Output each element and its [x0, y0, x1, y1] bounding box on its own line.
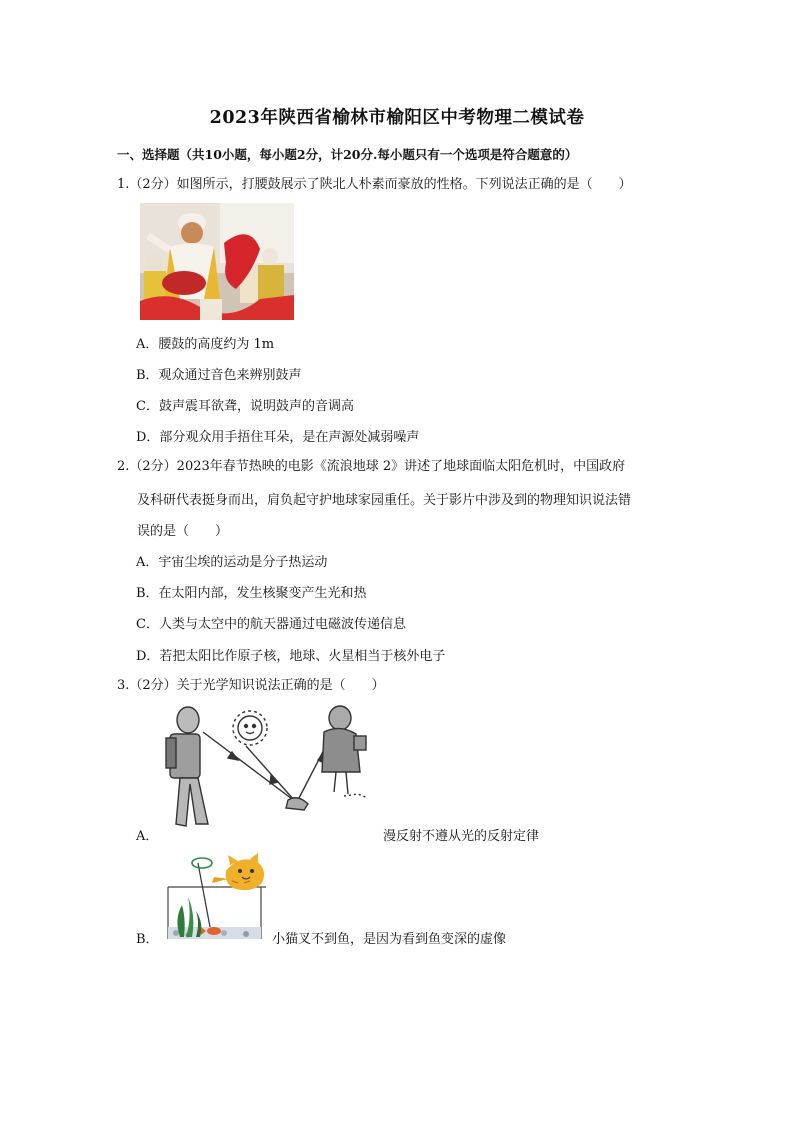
- section-heading: 一、选择题（共10小题，每小题2分，计20分.每小题只有一个选项是符合题意的）: [117, 147, 578, 162]
- diffuse-reflection-figure: [158, 700, 380, 836]
- question-2-option-b: B．在太阳内部，发生核聚变产生光和热: [136, 586, 367, 601]
- question-2-option-a: A．宇宙尘埃的运动是分子热运动: [136, 555, 328, 570]
- question-3-stem: 3.（2分）关于光学知识说法正确的是（ ）: [117, 678, 385, 693]
- question-2-option-d: D．若把太阳比作原子核，地球、火星相当于核外电子: [136, 649, 446, 664]
- question-2-stem-line-2: 及科研代表挺身而出，肩负起守护地球家园重任。关于影片中涉及到的物理知识说法错: [137, 493, 632, 508]
- question-1-option-c: C．鼓声震耳欲聋，说明鼓声的音调高: [136, 399, 354, 414]
- page-title: 2023年陕西省榆林市榆阳区中考物理二模试卷: [209, 108, 585, 128]
- question-3-option-a-label: A．: [136, 829, 159, 844]
- question-3-option-b-caption: 小猫叉不到鱼，是因为看到鱼变深的虚像: [272, 932, 507, 947]
- cat-fishing-figure: [166, 853, 268, 941]
- question-2-stem-line-1: 2.（2分）2023年春节热映的电影《流浪地球 2》讲述了地球面临太阳危机时，中国政府: [117, 459, 626, 474]
- question-1-option-b: B．观众通过音色来辨别鼓声: [136, 368, 302, 383]
- question-2-stem-line-3: 误的是（ ）: [137, 524, 229, 539]
- question-2-option-c: C．人类与太空中的航天器通过电磁波传递信息: [136, 617, 406, 632]
- question-3-option-b-label: B．: [136, 932, 159, 947]
- question-1-stem: 1.（2分）如图所示，打腰鼓展示了陕北人朴素而豪放的性格。下列说法正确的是（ ）: [117, 177, 632, 192]
- question-1-option-d: D．部分观众用手捂住耳朵，是在声源处减弱噪声: [136, 430, 420, 445]
- question-3-option-a-caption: 漫反射不遵从光的反射定律: [383, 829, 540, 844]
- drum-dancers-photo: [140, 203, 294, 320]
- question-1-option-a: A．腰鼓的高度约为 1m: [136, 337, 275, 352]
